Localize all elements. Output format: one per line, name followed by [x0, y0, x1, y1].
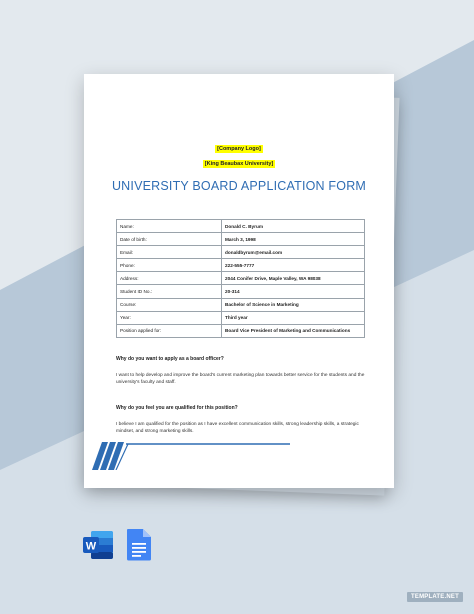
field-value: 20-314: [222, 285, 365, 298]
field-label: Name:: [117, 220, 222, 233]
university-placeholder-text: [King Beaubax University]: [204, 161, 274, 167]
table-row: [117, 259, 365, 272]
field-value: donaldbyrum@email.com: [222, 246, 365, 259]
table-row: [117, 220, 365, 233]
field-value: Donald C. Byrum: [222, 220, 365, 233]
field-label: Address:: [117, 272, 222, 285]
field-label: Student ID No.:: [117, 285, 222, 298]
question-1: Why do you want to apply as a board officer?: [116, 356, 224, 362]
answer-2: I believe I am qualified for the position as I have excellent communication skills, strong leadership skills, a strategic mindset, and strong marketing skills.: [116, 422, 359, 434]
university-placeholder: [84, 152, 394, 170]
field-value: 2044 Conifer Drive, Maple Valley, WA 98038: [222, 272, 365, 285]
form-title: UNIVERSITY BOARD APPLICATION FORM: [111, 179, 367, 193]
field-value: March 3, 1998: [222, 233, 365, 246]
field-value: Board Vice President of Marketing and Communications: [222, 324, 365, 337]
question-2: Why do you feel you are qualified for this position?: [116, 405, 238, 411]
field-label: Position applied for:: [117, 324, 222, 337]
logo-placeholder-text: [Company Logo]: [217, 146, 261, 152]
field-value: Third year: [222, 311, 365, 324]
decorative-stripes: [92, 442, 292, 470]
field-value: 222-555-7777: [222, 259, 365, 272]
table-row: [117, 324, 365, 337]
field-label: Phone:: [117, 259, 222, 272]
table-row: [117, 246, 365, 259]
word-icon[interactable]: [82, 529, 114, 561]
field-value: Bachelor of Science in Marketing: [222, 298, 365, 311]
field-label: Course:: [117, 298, 222, 311]
document-page: [84, 74, 394, 488]
svg-text:W: W: [85, 540, 97, 553]
table-row: [117, 311, 365, 324]
applicant-info-table: [116, 219, 365, 338]
field-label: Year:: [117, 311, 222, 324]
table-row: [117, 285, 365, 298]
field-label: Date of birth:: [117, 233, 222, 246]
table-row: [117, 298, 365, 311]
field-label: Email:: [117, 246, 222, 259]
watermark: TEMPLATE.NET: [407, 592, 463, 602]
table-row: [117, 272, 365, 285]
answer-1: I want to help develop and improve the board's current marketing plan towards better service for the students and the university's faculty and staff.: [116, 373, 365, 385]
google-docs-icon[interactable]: [126, 528, 152, 561]
table-row: [117, 233, 365, 246]
